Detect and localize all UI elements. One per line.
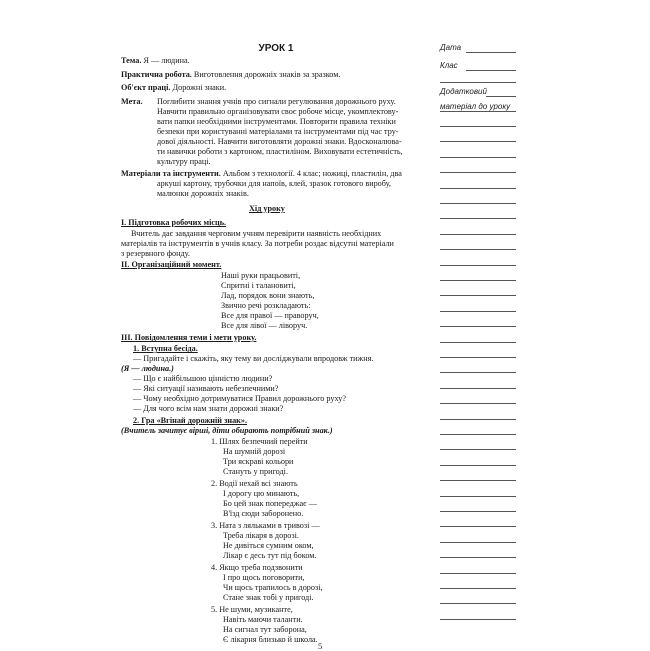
riddle-line: Лікар є десь тут під боком. — [223, 551, 317, 560]
riddle-line: Треба лікаря в дорозі. — [223, 531, 299, 540]
meta-text-2: Навчити правильно організовувати своє робоче місце, укомплектову- — [157, 107, 399, 116]
object-value: Дорожні знаки. — [170, 83, 227, 92]
tema-label: Тема. — [121, 56, 142, 65]
question-line: — Які ситуації називають небезпечними? — [133, 384, 279, 393]
riddle-line: 2. Водії нехай всі знають — [211, 479, 298, 488]
question-line: — Для чого всім нам знати дорожні знаки? — [133, 404, 284, 413]
section3-heading: III. Повідомлення теми і мети уроку. — [121, 333, 257, 342]
object-label: Об'єкт праці. — [121, 83, 171, 92]
practical-label: Практична робота. — [121, 70, 192, 79]
practical-line — [121, 70, 340, 80]
margin-line — [440, 111, 516, 112]
poem-line: Наші руки працьовиті, — [221, 271, 301, 280]
tema-value: Я — людина. — [141, 56, 190, 65]
meta-label: Мета. — [121, 97, 143, 106]
lesson-course-heading: Хід уроку — [249, 204, 285, 213]
margin-line — [440, 141, 516, 142]
riddle-line: 1. Шлях безпечний перейти — [211, 437, 308, 446]
section1-heading: I. Підготовка робочих місць. — [121, 218, 227, 227]
question-line: — Чому необхідно дотримуватися Правил дорожнього руху? — [133, 394, 347, 403]
margin-line — [440, 557, 516, 558]
margin-line — [440, 234, 516, 235]
margin-line — [440, 280, 516, 281]
section2-heading: II. Організаційний момент. — [121, 260, 222, 269]
poem-line: Все для правої — праворуч, — [221, 311, 319, 320]
materials-text-3: малюнки дорожніх знаків. — [157, 189, 249, 198]
poem-line: Лад, порядок вони знають, — [221, 291, 315, 300]
date-label: Дата — [440, 43, 462, 52]
margin-line — [440, 326, 516, 327]
riddle-line: Є лікарня близько й школа. — [223, 635, 318, 644]
margin-line — [440, 218, 516, 219]
margin-line — [440, 388, 516, 389]
riddle-line: В'їзд сюди заборонено. — [223, 509, 304, 518]
riddle-line: 3. Ната з ляльками в тривозі — — [211, 521, 320, 530]
question-line: — Що є найбільшою цінністю людини? — [133, 374, 273, 383]
margin-line — [440, 157, 516, 158]
margin-line — [440, 480, 516, 481]
riddle-line: Навіть маючи таланти. — [223, 615, 303, 624]
margin-line — [440, 249, 516, 250]
meta-text-7: культуру праці. — [157, 157, 211, 166]
page-number: 5 — [318, 641, 323, 651]
date-line — [466, 52, 516, 53]
tema-line — [121, 56, 190, 66]
riddle-line: На шумній дорозі — [223, 447, 286, 456]
meta-text-3: вати папки необхідними інструментами. Повторити правила техніки — [157, 117, 396, 126]
riddle-line: Стануть у пригоді. — [223, 467, 288, 476]
materials-line — [121, 169, 402, 179]
riddle-line: 5. Не шуми, музиканте, — [211, 605, 293, 614]
poem-line: Спритні і талановиті, — [221, 281, 296, 290]
practical-value: Виготовлення дорожніх знаків за зразком. — [191, 70, 341, 79]
margin-line — [440, 82, 516, 83]
subsection2-heading: 2. Гра «Вгінай дорожній знак». — [133, 416, 248, 425]
subsection1-heading: 1. Вступна бесіда. — [133, 344, 198, 353]
riddle-line: І дорогу цю минають, — [223, 489, 300, 498]
meta-text-4: безпеки при користуванні матеріалами та інструментами під час тру- — [157, 127, 399, 136]
materials-text-2: аркуші картону, трубочки для напоїв, клей, зразок готового виробу, — [157, 179, 391, 188]
riddle-line: Стане знак тобі у пригоді. — [223, 593, 314, 602]
margin-line — [486, 96, 516, 97]
riddle-line: На сигнал тут заборона, — [223, 625, 307, 634]
margin-line — [440, 619, 516, 620]
intro-question: — Пригадайте і скажіть, яку тему ви досліджували впродовж тижня. — [133, 354, 374, 363]
margin-line — [440, 403, 516, 404]
class-label: Клас — [440, 61, 458, 70]
margin-line — [440, 419, 516, 420]
meta-label-line — [121, 97, 143, 107]
margin-line — [440, 496, 516, 497]
margin-line — [440, 573, 516, 574]
margin-line — [440, 588, 516, 589]
riddle-line: Три яскраві кольори — [223, 457, 294, 466]
extra-material-label: Додатковий — [440, 87, 487, 96]
margin-line — [440, 465, 516, 466]
materials-label: Матеріали та інструменти. — [121, 169, 221, 178]
margin-line — [440, 295, 516, 296]
margin-line — [440, 126, 516, 127]
riddle-line: 4. Якщо треба подзвонити — [211, 563, 303, 572]
margin-line — [440, 511, 516, 512]
margin-line — [440, 526, 516, 527]
margin-line — [440, 542, 516, 543]
margin-line — [440, 188, 516, 189]
section1-text-1: Вчитель дає завдання черговим учням перевірити наявність необхідних — [131, 229, 382, 238]
riddle-line: Чи щось трапилось в дорозі, — [223, 583, 323, 592]
object-line — [121, 83, 226, 93]
riddle-line: І про щось поговорити, — [223, 573, 305, 582]
riddle-line: Не дивіться сумним оком, — [223, 541, 314, 550]
meta-text-6: ти навички роботи з картоном, пластиліном. Виховувати естетичність, — [157, 147, 403, 156]
meta-text-5: дової діяльності. Навчити виготовляти дорожні знаки. Вдосконалюва- — [157, 137, 402, 146]
margin-line — [440, 203, 516, 204]
poem-line: Все для лівої — ліворуч. — [221, 321, 308, 330]
meta-text-1: Поглибити знання учнів про сигнали регулювання дорожнього руху. — [157, 97, 396, 106]
lesson-title: УРОК 1 — [258, 43, 294, 54]
margin-line — [440, 265, 516, 266]
riddle-line: Бо цей знак попереджає — — [223, 499, 317, 508]
margin-line — [440, 434, 516, 435]
poem-line: Звично речі розкладають: — [221, 301, 311, 310]
margin-line — [440, 172, 516, 173]
class-line — [466, 70, 516, 71]
game-note: (Вчитель зачитує вірші, діти обирають потрібний знак.) — [121, 426, 333, 435]
section1-text-3: з резервного фонду. — [121, 249, 190, 258]
section1-text-2: матеріалів та інструментів в учнів класу. За потреби роздає відсутні матеріали — [121, 239, 394, 248]
expected-answer: (Я — людина.) — [121, 364, 174, 373]
margin-line — [440, 311, 516, 312]
margin-line — [440, 372, 516, 373]
materials-text-1: Альбом з технології. 4 клас; ножиці, пластилін, два — [220, 169, 402, 178]
margin-line — [440, 342, 516, 343]
margin-line — [440, 603, 516, 604]
margin-line — [440, 449, 516, 450]
extra-material-label-2: матеріал до уроку — [440, 102, 511, 111]
margin-line — [440, 357, 516, 358]
